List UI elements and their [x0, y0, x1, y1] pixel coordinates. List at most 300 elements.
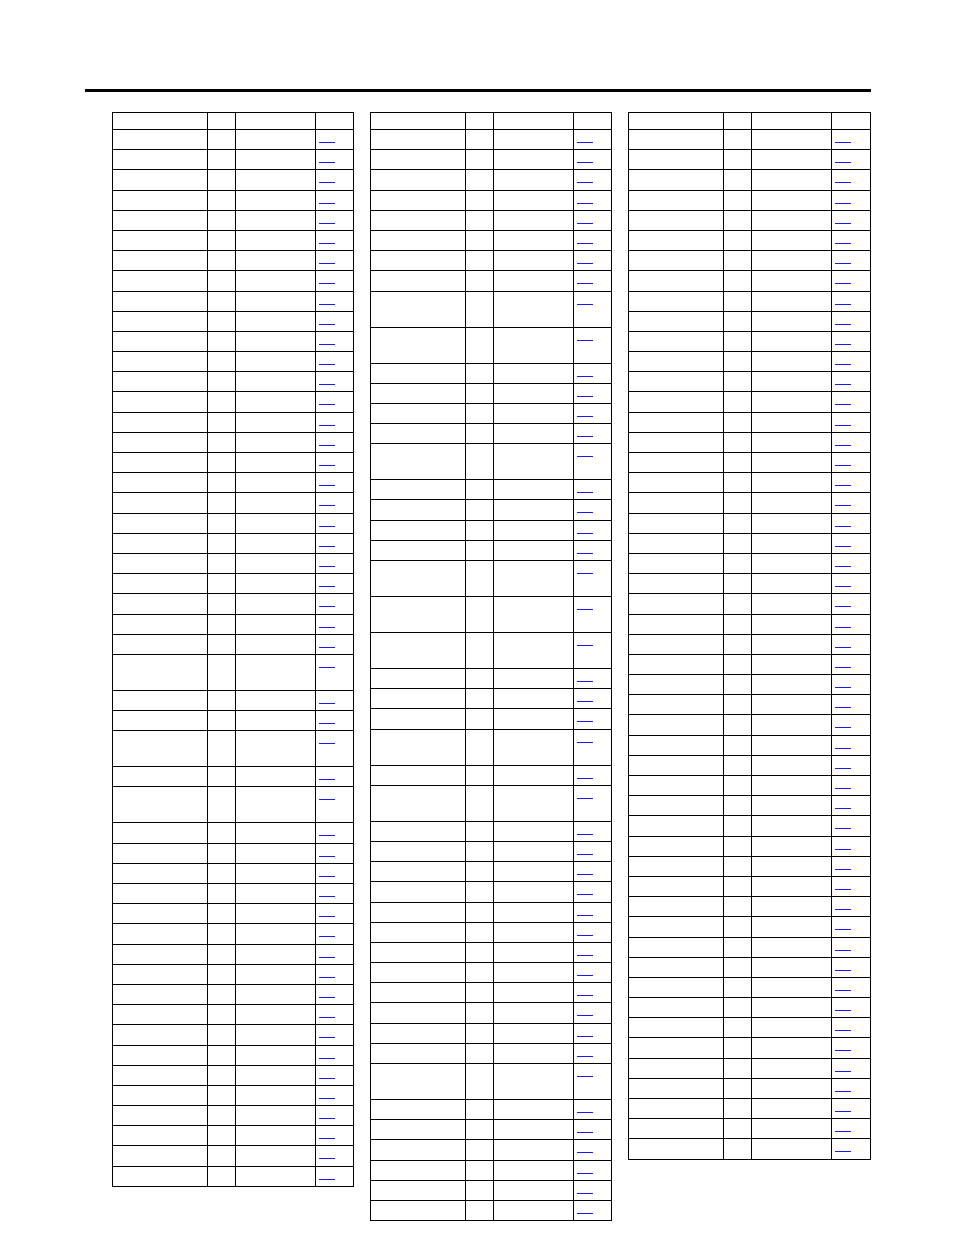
table-cell: [629, 231, 723, 250]
page-link[interactable]: [319, 255, 335, 264]
page-link[interactable]: [319, 336, 335, 345]
table-cell: [235, 211, 315, 230]
table-cell: [113, 1126, 207, 1145]
page-link[interactable]: [319, 908, 335, 917]
table-cell: [465, 1003, 493, 1022]
page-link[interactable]: [835, 497, 851, 506]
page-link[interactable]: [835, 437, 851, 446]
page-link[interactable]: [835, 841, 851, 850]
table-cell: [573, 983, 611, 1002]
page-link[interactable]: [319, 827, 335, 836]
table-cell: [723, 1099, 751, 1118]
page-link[interactable]: [835, 1083, 851, 1092]
page-link[interactable]: [835, 1042, 851, 1051]
table-cell: [315, 635, 353, 654]
page-link[interactable]: [835, 518, 851, 527]
page-link[interactable]: [835, 296, 851, 305]
table-row: [113, 472, 353, 492]
page-link[interactable]: [319, 1090, 335, 1099]
page-link[interactable]: [577, 296, 593, 305]
table-cell: [315, 170, 353, 189]
table-cell: [573, 170, 611, 189]
page-link[interactable]: [835, 881, 851, 890]
table-row: [629, 250, 870, 270]
table-row: [629, 371, 870, 391]
page-link[interactable]: [577, 1144, 593, 1153]
page-link[interactable]: [835, 962, 851, 971]
page-link[interactable]: [835, 921, 851, 930]
page-link[interactable]: [319, 1130, 335, 1139]
page-link[interactable]: [577, 428, 593, 437]
table-cell: [629, 433, 723, 452]
table-cell: [831, 837, 870, 856]
page-link[interactable]: [319, 558, 335, 567]
page-link[interactable]: [319, 134, 335, 143]
page-link[interactable]: [577, 1048, 593, 1057]
page-link[interactable]: [577, 235, 593, 244]
table-cell: [207, 904, 235, 923]
page-link[interactable]: [319, 928, 335, 937]
table-cell: [493, 862, 573, 881]
table-row: [113, 432, 353, 452]
page-link[interactable]: [577, 1124, 593, 1133]
page-link[interactable]: [577, 673, 593, 682]
table-row: [629, 815, 870, 835]
page-link[interactable]: [577, 408, 593, 417]
page-link[interactable]: [835, 780, 851, 789]
page-link[interactable]: [577, 388, 593, 397]
page-link[interactable]: [577, 1205, 593, 1214]
page-link[interactable]: [319, 396, 335, 405]
page-link[interactable]: [835, 235, 851, 244]
page-link[interactable]: [835, 356, 851, 365]
table-cell: [751, 413, 831, 432]
page-link[interactable]: [319, 639, 335, 648]
page-link[interactable]: [835, 901, 851, 910]
table-row: [371, 1099, 611, 1119]
page-link[interactable]: [835, 457, 851, 466]
table-cell: [573, 191, 611, 210]
table-row: [113, 270, 353, 290]
table-cell: [493, 191, 573, 210]
page-link[interactable]: [319, 235, 335, 244]
table-cell: [723, 1018, 751, 1037]
header-rule: [85, 89, 871, 92]
page-link[interactable]: [577, 846, 593, 855]
page-link[interactable]: [577, 886, 593, 895]
table-cell: [465, 689, 493, 708]
table-cell: [371, 923, 465, 942]
page-link[interactable]: [577, 601, 593, 610]
page-link[interactable]: [835, 154, 851, 163]
table-cell: [573, 404, 611, 423]
page-link[interactable]: [577, 565, 593, 574]
page-link[interactable]: [319, 578, 335, 587]
table-cell: [831, 191, 870, 210]
table-cell: [723, 756, 751, 775]
page-link[interactable]: [835, 861, 851, 870]
page-link[interactable]: [319, 195, 335, 204]
page-link[interactable]: [319, 888, 335, 897]
page-link[interactable]: [835, 659, 851, 668]
page-link[interactable]: [835, 174, 851, 183]
table-cell: [751, 191, 831, 210]
page-link[interactable]: [577, 637, 593, 646]
table-row: [629, 795, 870, 815]
page-link[interactable]: [577, 545, 593, 554]
table-cell: [629, 413, 723, 432]
page-link[interactable]: [835, 396, 851, 405]
table-cell: [751, 736, 831, 755]
table-row: [371, 210, 611, 230]
page-link[interactable]: [319, 598, 335, 607]
table-cell: [493, 1181, 573, 1200]
table-cell: [315, 945, 353, 964]
page-link[interactable]: [319, 215, 335, 224]
table-cell: [235, 170, 315, 189]
page-link[interactable]: [577, 927, 593, 936]
table-cell: [113, 1066, 207, 1085]
table-row: [113, 492, 353, 512]
page-link[interactable]: [835, 255, 851, 264]
table-cell: [831, 1059, 870, 1078]
table-cell: [315, 1066, 353, 1085]
page-link[interactable]: [319, 437, 335, 446]
table-row: [113, 412, 353, 432]
table-row: [629, 654, 870, 674]
page-link[interactable]: [577, 1104, 593, 1113]
page-link[interactable]: [577, 174, 593, 183]
table-cell: [573, 480, 611, 499]
table-cell: [315, 413, 353, 432]
page-link[interactable]: [577, 713, 593, 722]
table-cell: [315, 1005, 353, 1024]
table-cell: [573, 923, 611, 942]
page-link[interactable]: [319, 949, 335, 958]
table-cell: [465, 231, 493, 250]
page-link[interactable]: [577, 504, 593, 513]
table-cell: [235, 965, 315, 984]
table-cell: [831, 211, 870, 230]
page-link[interactable]: [835, 719, 851, 728]
table-cell: [235, 130, 315, 149]
table-row: [371, 230, 611, 250]
table-cell: [493, 983, 573, 1002]
page-link[interactable]: [319, 695, 335, 704]
page-link[interactable]: [319, 497, 335, 506]
page-link[interactable]: [319, 735, 335, 744]
page-link[interactable]: [577, 1068, 593, 1077]
page-link[interactable]: [319, 619, 335, 628]
page-link[interactable]: [835, 820, 851, 829]
page-link[interactable]: [577, 947, 593, 956]
page-link[interactable]: [577, 907, 593, 916]
table-cell: [493, 211, 573, 230]
table-cell: [629, 251, 723, 270]
page-link[interactable]: [577, 693, 593, 702]
page-link[interactable]: [319, 989, 335, 998]
table-cell: [465, 271, 493, 290]
page-link[interactable]: [319, 477, 335, 486]
page-link[interactable]: [319, 791, 335, 800]
table-cell: [831, 413, 870, 432]
page-link[interactable]: [319, 715, 335, 724]
page-link[interactable]: [835, 699, 851, 708]
page-link[interactable]: [835, 1103, 851, 1112]
page-link[interactable]: [835, 1063, 851, 1072]
page-link[interactable]: [319, 376, 335, 385]
table-cell: [629, 736, 723, 755]
page-link[interactable]: [319, 316, 335, 325]
page-link[interactable]: [577, 195, 593, 204]
table-cell: [723, 958, 751, 977]
table-cell: [831, 534, 870, 553]
page-link[interactable]: [577, 332, 593, 341]
page-link[interactable]: [577, 215, 593, 224]
table-row: [629, 755, 870, 775]
page-link[interactable]: [319, 518, 335, 527]
table-cell: [235, 473, 315, 492]
page-link[interactable]: [577, 154, 593, 163]
table-cell: [831, 897, 870, 916]
page-link[interactable]: [577, 770, 593, 779]
page-link[interactable]: [835, 598, 851, 607]
page-link[interactable]: [835, 417, 851, 426]
page-link[interactable]: [577, 134, 593, 143]
page-link[interactable]: [835, 275, 851, 284]
table-cell: [207, 191, 235, 210]
table-row: [629, 311, 870, 331]
page-link[interactable]: [319, 275, 335, 284]
page-link[interactable]: [835, 1022, 851, 1031]
page-link[interactable]: [835, 1123, 851, 1132]
page-link[interactable]: [835, 538, 851, 547]
table-row: [113, 730, 353, 766]
table-cell: [629, 635, 723, 654]
page-link[interactable]: [835, 760, 851, 769]
page-link[interactable]: [835, 619, 851, 628]
table-cell: [371, 786, 465, 821]
table-cell: [573, 1064, 611, 1099]
table-cell: [831, 1018, 870, 1037]
table-row: [629, 634, 870, 654]
table-cell: [831, 1139, 870, 1158]
table-row: [113, 614, 353, 634]
table-row: [629, 896, 870, 916]
table-cell: [235, 864, 315, 883]
table-row: [629, 876, 870, 896]
page-link[interactable]: [577, 967, 593, 976]
table-cell: [207, 231, 235, 250]
page-link[interactable]: [319, 969, 335, 978]
table-cell: [629, 1018, 723, 1037]
table-cell: [723, 332, 751, 351]
page-link[interactable]: [577, 1185, 593, 1194]
page-link[interactable]: [577, 1007, 593, 1016]
table-cell: [113, 150, 207, 169]
table-cell: [465, 1140, 493, 1159]
table-cell: [207, 767, 235, 786]
page-link[interactable]: [319, 1009, 335, 1018]
page-link[interactable]: [319, 1110, 335, 1119]
page-link[interactable]: [835, 336, 851, 345]
page-link[interactable]: [577, 275, 593, 284]
table-cell: [493, 669, 573, 688]
table-cell: [113, 655, 207, 690]
table-cell: [629, 816, 723, 835]
table-cell: [113, 372, 207, 391]
table-cell: [751, 1018, 831, 1037]
table-cell: [371, 689, 465, 708]
page-link[interactable]: [319, 296, 335, 305]
table-cell: [113, 691, 207, 710]
table-row: [371, 982, 611, 1002]
page-link[interactable]: [319, 659, 335, 668]
page-link[interactable]: [319, 538, 335, 547]
table-cell: [573, 251, 611, 270]
page-link[interactable]: [319, 457, 335, 466]
table-row: [629, 533, 870, 553]
table-row: [629, 1118, 870, 1138]
table-cell: [465, 1044, 493, 1063]
table-cell: [235, 1066, 315, 1085]
page-link[interactable]: [577, 448, 593, 457]
page-link[interactable]: [835, 740, 851, 749]
page-link[interactable]: [835, 134, 851, 143]
table-cell: [723, 392, 751, 411]
table-cell: [207, 534, 235, 553]
table-cell: [493, 500, 573, 519]
table-cell: [723, 877, 751, 896]
page-link[interactable]: [835, 195, 851, 204]
table-cell: [465, 130, 493, 149]
table-cell: [235, 514, 315, 533]
page-link[interactable]: [319, 1050, 335, 1059]
table-cell: [235, 332, 315, 351]
page-link[interactable]: [577, 1028, 593, 1037]
table-cell: [235, 767, 315, 786]
page-link[interactable]: [319, 848, 335, 857]
table-cell: [723, 413, 751, 432]
table-row: [371, 729, 611, 765]
table-cell: [751, 917, 831, 936]
page-link[interactable]: [319, 417, 335, 426]
page-link[interactable]: [835, 558, 851, 567]
page-link[interactable]: [319, 868, 335, 877]
table-cell: [831, 857, 870, 876]
page-link[interactable]: [319, 771, 335, 780]
table-row: [371, 363, 611, 383]
table-cell: [831, 433, 870, 452]
table-cell: [113, 1106, 207, 1125]
page-link[interactable]: [577, 525, 593, 534]
table-row: [629, 452, 870, 472]
table-cell: [831, 352, 870, 371]
table-cell: [493, 842, 573, 861]
page-link[interactable]: [835, 982, 851, 991]
table-cell: [573, 444, 611, 479]
page-link[interactable]: [577, 734, 593, 743]
table-row: [629, 735, 870, 755]
table-cell: [465, 500, 493, 519]
table-cell: [465, 786, 493, 821]
table-row: [629, 674, 870, 694]
table-cell: [371, 500, 465, 519]
page-link[interactable]: [577, 826, 593, 835]
table-cell: [629, 312, 723, 331]
table-cell: [371, 541, 465, 560]
table-cell: [113, 130, 207, 149]
page-link[interactable]: [577, 484, 593, 493]
page-link[interactable]: [835, 639, 851, 648]
table-cell: [465, 328, 493, 363]
table-cell: [573, 1044, 611, 1063]
table-cell: [723, 736, 751, 755]
table-cell: [235, 453, 315, 472]
page-link[interactable]: [835, 1002, 851, 1011]
page-link[interactable]: [835, 376, 851, 385]
table-cell: [493, 561, 573, 596]
table-cell: [831, 1099, 870, 1118]
table-cell: [235, 711, 315, 730]
table-cell: [573, 963, 611, 982]
page-link[interactable]: [835, 800, 851, 809]
page-link[interactable]: [835, 477, 851, 486]
page-link[interactable]: [835, 942, 851, 951]
table-cell: [831, 231, 870, 250]
table-cell: [207, 271, 235, 290]
table-cell: [573, 292, 611, 327]
page-link[interactable]: [835, 215, 851, 224]
table-row: [113, 923, 353, 943]
page-link[interactable]: [319, 1150, 335, 1159]
page-link[interactable]: [577, 866, 593, 875]
page-link[interactable]: [835, 1143, 851, 1152]
page-link[interactable]: [319, 1070, 335, 1079]
table-cell: [465, 1120, 493, 1139]
table-row: [113, 533, 353, 553]
page-link[interactable]: [319, 1171, 335, 1180]
table-row: [629, 412, 870, 432]
table-cell: [235, 924, 315, 943]
table-row: [629, 230, 870, 250]
page-link[interactable]: [577, 255, 593, 264]
page-link[interactable]: [319, 356, 335, 365]
table-row: [371, 499, 611, 519]
table-cell: [831, 130, 870, 149]
page-link[interactable]: [319, 154, 335, 163]
page-link[interactable]: [319, 1029, 335, 1038]
table-cell: [371, 480, 465, 499]
page-link[interactable]: [577, 790, 593, 799]
page-link[interactable]: [835, 316, 851, 325]
page-link[interactable]: [835, 679, 851, 688]
table-cell: [723, 715, 751, 734]
table-cell: [723, 292, 751, 311]
page-link[interactable]: [577, 987, 593, 996]
table-cell: [573, 521, 611, 540]
table-cell: [113, 787, 207, 822]
table-cell: [751, 857, 831, 876]
table-cell: [235, 413, 315, 432]
table-row: [113, 1004, 353, 1024]
table-row: [113, 513, 353, 533]
table-cell: [207, 1086, 235, 1105]
page-link[interactable]: [577, 368, 593, 377]
page-link[interactable]: [835, 578, 851, 587]
page-link[interactable]: [319, 174, 335, 183]
page-link[interactable]: [577, 1165, 593, 1174]
